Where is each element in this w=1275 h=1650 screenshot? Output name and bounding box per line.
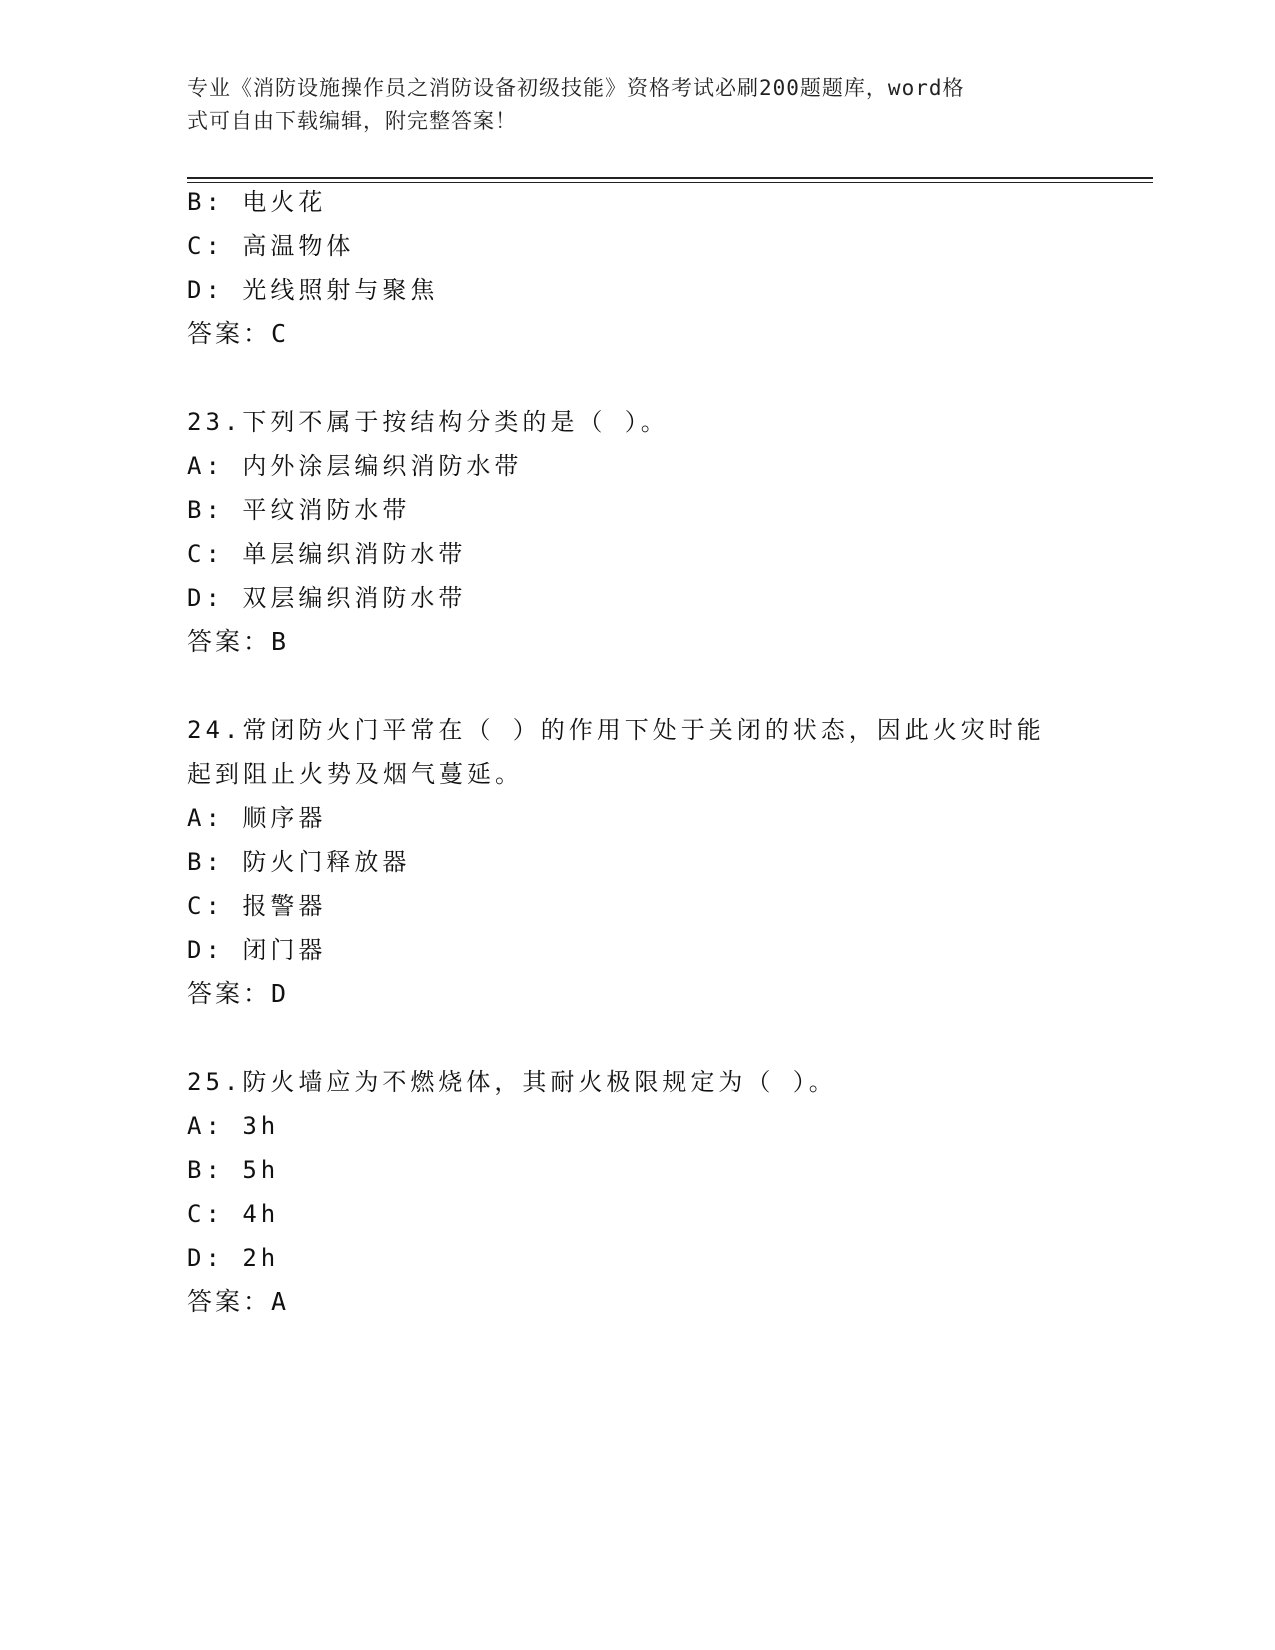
answer-value: D [271, 979, 290, 1008]
option-letter: C: [187, 540, 224, 568]
prev-answer [187, 318, 289, 350]
header-line-1: 专业《消防设施操作员之消防设备初级技能》资格考试必刷200题题库，word格 [187, 76, 965, 100]
option-text: 高温物体 [242, 232, 355, 260]
answer-value: C [271, 319, 290, 348]
option-letter: C: [187, 892, 224, 920]
q24-stem-line-1: 24.常闭防火门平常在（ ）的作用下处于关闭的状态，因此火灾时能 [187, 716, 1045, 744]
answer-label: 答案： [187, 627, 272, 656]
q24-answer [187, 978, 289, 1010]
option-letter: D: [187, 1244, 224, 1272]
option-text: 报警器 [242, 892, 327, 920]
q25-option-a [187, 1110, 279, 1142]
answer-label: 答案： [187, 1287, 272, 1316]
q24-option-c [187, 890, 326, 922]
q24-option-b [187, 846, 410, 878]
option-letter: B: [187, 188, 224, 216]
option-letter: B: [187, 848, 224, 876]
option-text: 防火门释放器 [242, 848, 411, 876]
option-letter: B: [187, 1156, 224, 1184]
q25-answer [187, 1286, 289, 1318]
answer-label: 答案： [187, 979, 272, 1008]
option-text: 单层编织消防水带 [242, 540, 467, 568]
header-line-2: 式可自由下载编辑，附完整答案！ [187, 109, 517, 133]
option-text: 电火花 [242, 188, 327, 216]
option-letter: D: [187, 936, 224, 964]
option-letter: A: [187, 1112, 224, 1140]
option-text: 双层编织消防水带 [242, 584, 467, 612]
option-letter: D: [187, 584, 224, 612]
option-text: 2h [242, 1244, 280, 1272]
prev-option-c [187, 230, 354, 262]
q24-option-d [187, 934, 326, 966]
option-text: 顺序器 [242, 804, 327, 832]
q23-option-c [187, 538, 466, 570]
option-text: 3h [242, 1112, 280, 1140]
option-text: 4h [242, 1200, 280, 1228]
option-text: 闭门器 [242, 936, 327, 964]
option-letter: C: [187, 1200, 224, 1228]
q25-option-b [187, 1154, 279, 1186]
answer-value: A [271, 1287, 290, 1316]
option-letter: B: [187, 496, 224, 524]
prev-option-d [187, 274, 438, 306]
option-letter: D: [187, 276, 224, 304]
q23-stem: 23.下列不属于按结构分类的是（ ）。 [187, 408, 669, 436]
q23-option-b [187, 494, 410, 526]
q24-stem-line-2: 起到阻止火势及烟气蔓延。 [187, 760, 523, 788]
option-text: 光线照射与聚焦 [242, 276, 439, 304]
option-text: 5h [242, 1156, 280, 1184]
option-text: 平纹消防水带 [242, 496, 411, 524]
option-letter: C: [187, 232, 224, 260]
option-letter: A: [187, 452, 224, 480]
option-letter: A: [187, 804, 224, 832]
q25-stem: 25.防火墙应为不燃烧体，其耐火极限规定为（ ）。 [187, 1068, 837, 1096]
header-divider-thin [187, 182, 1153, 183]
q23-answer [187, 626, 289, 658]
q24-option-a [187, 802, 326, 834]
q23-option-a [187, 450, 522, 482]
option-text: 内外涂层编织消防水带 [242, 452, 523, 480]
document-header [187, 72, 1067, 138]
q25-option-d [187, 1242, 279, 1274]
header-divider-thick [187, 177, 1153, 179]
answer-value: B [271, 627, 290, 656]
q23-option-d [187, 582, 466, 614]
answer-label: 答案： [187, 319, 272, 348]
prev-option-b [187, 186, 326, 218]
q25-option-c [187, 1198, 279, 1230]
